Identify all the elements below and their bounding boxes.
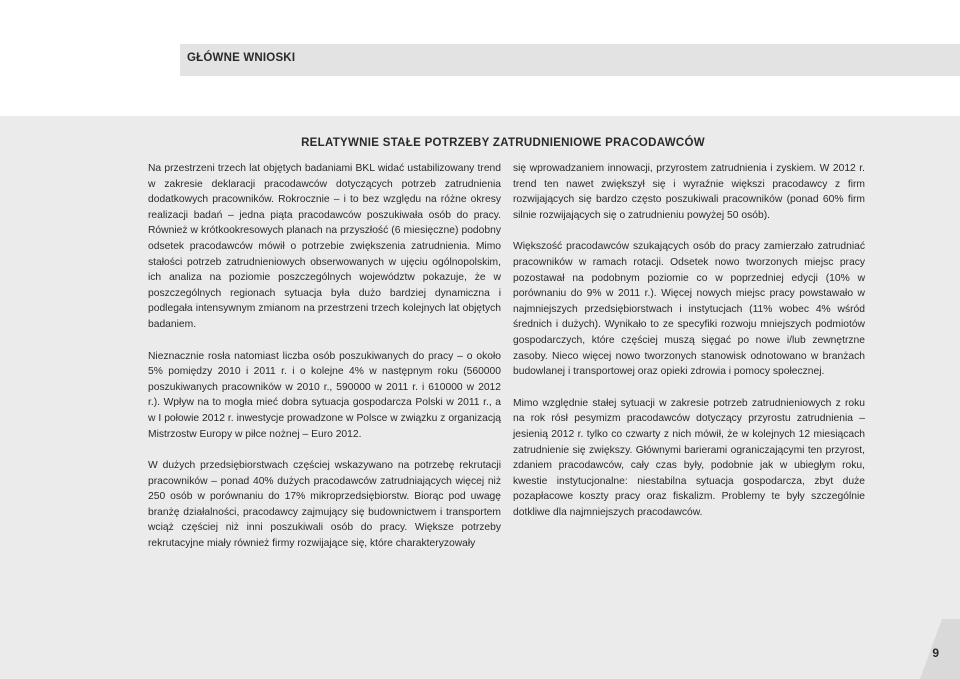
page-number: 9: [932, 646, 939, 660]
left-column: [148, 161, 501, 568]
paragraph: Mimo względnie stałej sytuacji w zakresie potrzeb zatrudnieniowych z roku na rok rósł pesymizm pracodawców dotyczący przyrostu zatrudnienia – jesienią 2012 r. tylko co czwarty z nich mówił, że w kolejnych 12 miesiącach zatrudnienie się zwiększy. Głównymi barierami ograniczającymi ten przyrost, zdaniem pracodawców, cały czas były, podobnie jak w ubiegłym roku, kwestie instytucjonalne: niestabilna sytuacja gospodarcza, zbyt duże pozapłacowe koszty pracy oraz fiskalizm. Problemy te były szczególnie dotkliwe dla najmniejszych pracodawców.: [513, 397, 865, 518]
header-block: [180, 44, 960, 76]
section-title: RELATYWNIE STAŁE POTRZEBY ZATRUDNIENIOWE PRACODAWCÓW: [301, 137, 705, 149]
paragraph: Nieznacznie rosła natomiast liczba osób poszukiwanych do pracy – o około 5% pomiędzy 2010 i 2011 r. i o kolejne 4% w następnym roku (560000 poszukiwanych pracowników w 2010 r., 590000 w 2011 r. i 610000 w 2012 r.). Wpływ na to mogła mieć dobra sytuacja gospodarcza Polski w 2011 r., a w I połowie 2012 r. inwestycje prowadzone w Polsce w związku z organizacją Mistrzostw Europy w piłce nożnej – Euro 2012.: [148, 350, 501, 440]
right-column: [513, 161, 865, 536]
paragraph: się wprowadzaniem innowacji, przyrostem zatrudnienia i zyskiem. W 2012 r. trend ten nawet zwiększył się i wyraźnie większi pracodawcy z firm rozwijających się bardzo często poszukiwali pracowników (ponad 60% firm silnie rozwijających się o zatrudnieniu powyżej 50 osób).: [513, 163, 865, 221]
chapter-title: GŁÓWNE WNIOSKI: [187, 52, 296, 64]
paragraph: Na przestrzeni trzech lat objętych badaniami BKL widać ustabilizowany trend w zakresie deklaracji pracodawców dotyczących potrzeb zatrudnienia dodatkowych pracowników. Rokrocznie – i to bez względu na różne okresy realizacji badań – jedna piąta pracodawców poszukiwała osób do pracy. Również w krótkookresowych planach na przyszłość (6 miesięczne) podobny odsetek pracodawców mówił o potrzebie zwiększenia zatrudnienia. Mimo stałości potrzeb zatrudnieniowych obserwowanych w ujęciu ogólnopolskim, ich analiza na poziomie poszczególnych województw pokazuje, że w poszczególnych regionach sytuacja była dużo bardziej dynamiczna i podlegała intensywnym zmianom na przestrzeni trzech kolejnych lat objętych badaniem.: [148, 163, 501, 330]
paragraph: W dużych przedsiębiorstwach częściej wskazywano na potrzebę rekrutacji pracowników – ponad 40% dużych pracodawców zatrudniających więcej niż 250 osób w porównaniu do 17% mikroprzedsiębiorstw. Biorąc pod uwagę branżę działalności, pracodawcy zajmujący się budownictwem i transportem wciąż częściej niż inni poszukiwali osób do pracy. Większe potrzeby rekrutacyjne miały również firmy rozwijające się, które charakteryzowały: [148, 460, 501, 550]
paragraph: Większość pracodawców szukających osób do pracy zamierzało zatrudniać pracowników w ramach rotacji. Odsetek nowo tworzonych miejsc pracy pozostawał na podobnym poziomie co w poprzedniej edycji (10% w porównaniu do 9% w 2011 r.). Więcej nowych miejsc pracy powstawało w najmniejszych przedsiębiorstwach i instytucjach (11% wobec 4% wśród średnich i dużych). Wynikało to ze specyfiki rozwoju mniejszych podmiotów gospodarczych, które częściej muszą sięgać po nowe i/lub zewnętrzne zasoby. Nieco więcej nowo tworzonych stanowisk odnotowano w branżach budowlanej i transportowej oraz opieki zdrowia i pomocy społecznej.: [513, 241, 865, 378]
